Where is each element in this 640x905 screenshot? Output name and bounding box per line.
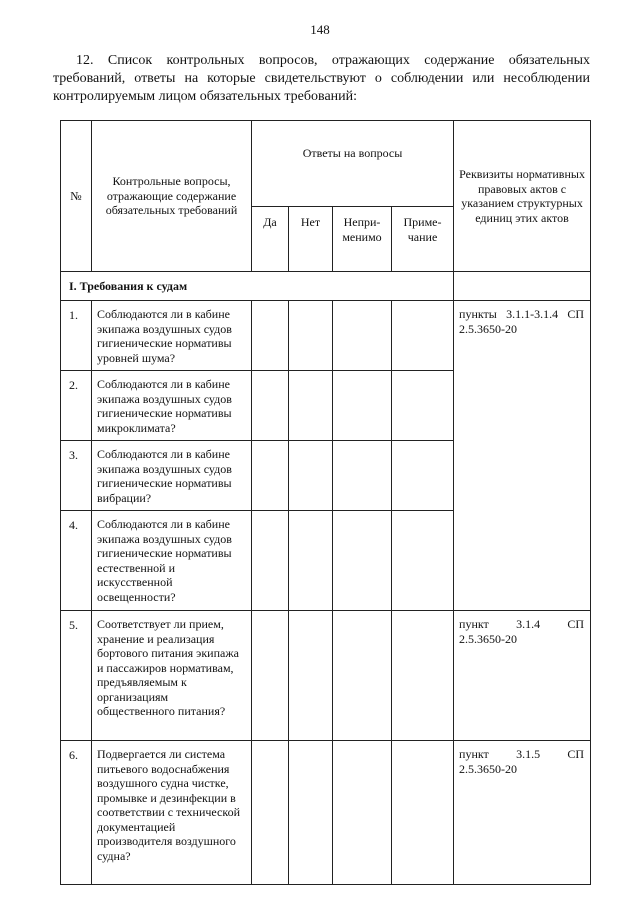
answer-yes-cell[interactable]	[252, 301, 289, 371]
answer-not-applicable-cell[interactable]	[333, 441, 392, 511]
header-yes: Да	[252, 207, 289, 272]
row-number: 4.	[61, 511, 92, 611]
answer-not-applicable-cell[interactable]	[333, 611, 392, 741]
row-number: 2.	[61, 371, 92, 441]
reference-code: 2.5.3650-20	[459, 761, 518, 776]
table-row	[61, 301, 591, 371]
answer-no-cell[interactable]	[289, 611, 333, 741]
header-answers: Ответы на вопросы	[252, 121, 454, 207]
answer-note-cell[interactable]	[392, 511, 454, 611]
row-number: 5.	[61, 611, 92, 741]
answer-no-cell[interactable]	[289, 371, 333, 441]
row-reference	[454, 611, 591, 741]
header-row	[61, 121, 591, 207]
header-note: Приме-чание	[392, 207, 454, 272]
section-row	[61, 272, 591, 301]
row-reference	[454, 741, 591, 885]
section-ref-cell	[454, 272, 591, 301]
answer-no-cell[interactable]	[289, 441, 333, 511]
answer-no-cell[interactable]	[289, 511, 333, 611]
row-number: 6.	[61, 741, 92, 885]
reference-points: пункты 3.1.1-3.1.4 СП	[459, 307, 585, 321]
answer-note-cell[interactable]	[392, 611, 454, 741]
header-question: Контрольные вопросы, отражающие содержание обязательных требований	[92, 121, 252, 272]
answer-note-cell[interactable]	[392, 441, 454, 511]
reference-code: 2.5.3650-20	[459, 631, 518, 646]
answer-no-cell[interactable]	[289, 741, 333, 885]
row-question: Соблюдаются ли в кабине экипажа воздушных судов гигиенические нормативы микроклимата?	[92, 371, 252, 441]
row-question: Соблюдаются ли в кабине экипажа воздушных судов гигиенические нормативы уровней шума?	[92, 301, 252, 371]
answer-note-cell[interactable]	[392, 371, 454, 441]
answer-not-applicable-cell[interactable]	[333, 371, 392, 441]
row-reference	[454, 301, 591, 611]
answer-not-applicable-cell[interactable]	[333, 511, 392, 611]
page-number: 148	[310, 22, 330, 37]
answer-yes-cell[interactable]	[252, 741, 289, 885]
table-row	[61, 611, 591, 741]
table-row	[61, 741, 591, 885]
section-title: I. Требования к судам	[61, 272, 454, 301]
checklist-table	[60, 120, 591, 885]
intro-paragraph: 12. Список контрольных вопросов, отражающих содержание обязательных требований, ответы на которые свидетельствуют о соблюдении или несоблюдении контролируемым лицом обязательных требований:	[53, 53, 590, 104]
answer-not-applicable-cell[interactable]	[333, 301, 392, 371]
answer-yes-cell[interactable]	[252, 611, 289, 741]
header-num: №	[61, 121, 92, 272]
answer-not-applicable-cell[interactable]	[333, 741, 392, 885]
header-not-applicable: Непри-менимо	[333, 207, 392, 272]
answer-yes-cell[interactable]	[252, 511, 289, 611]
answer-note-cell[interactable]	[392, 301, 454, 371]
answer-yes-cell[interactable]	[252, 371, 289, 441]
row-question: Соблюдаются ли в кабине экипажа воздушных судов гигиенические нормативы вибрации?	[92, 441, 252, 511]
header-reference: Реквизиты нормативных правовых актов с указанием структурных единиц этих актов	[454, 121, 591, 272]
reference-points: пункт 3.1.4 СП	[459, 617, 585, 631]
reference-points: пункт 3.1.5 СП	[459, 747, 585, 761]
row-number: 1.	[61, 301, 92, 371]
row-question: Соответствует ли прием, хранение и реализация бортового питания экипажа и пассажиров нормативам, предъявляемым к организациям общественного питания?	[92, 611, 252, 741]
header-no: Нет	[289, 207, 333, 272]
answer-note-cell[interactable]	[392, 741, 454, 885]
row-number: 3.	[61, 441, 92, 511]
reference-code: 2.5.3650-20	[459, 321, 518, 336]
row-question: Соблюдаются ли в кабине экипажа воздушных судов гигиенические нормативы естественной и искусственной освещенности?	[92, 511, 252, 611]
answer-yes-cell[interactable]	[252, 441, 289, 511]
answer-no-cell[interactable]	[289, 301, 333, 371]
row-question: Подвергается ли система питьевого водоснабжения воздушного судна чистке, промывке и дезинфекции в соответствии с технической документацией производителя воздушного судна?	[92, 741, 252, 885]
